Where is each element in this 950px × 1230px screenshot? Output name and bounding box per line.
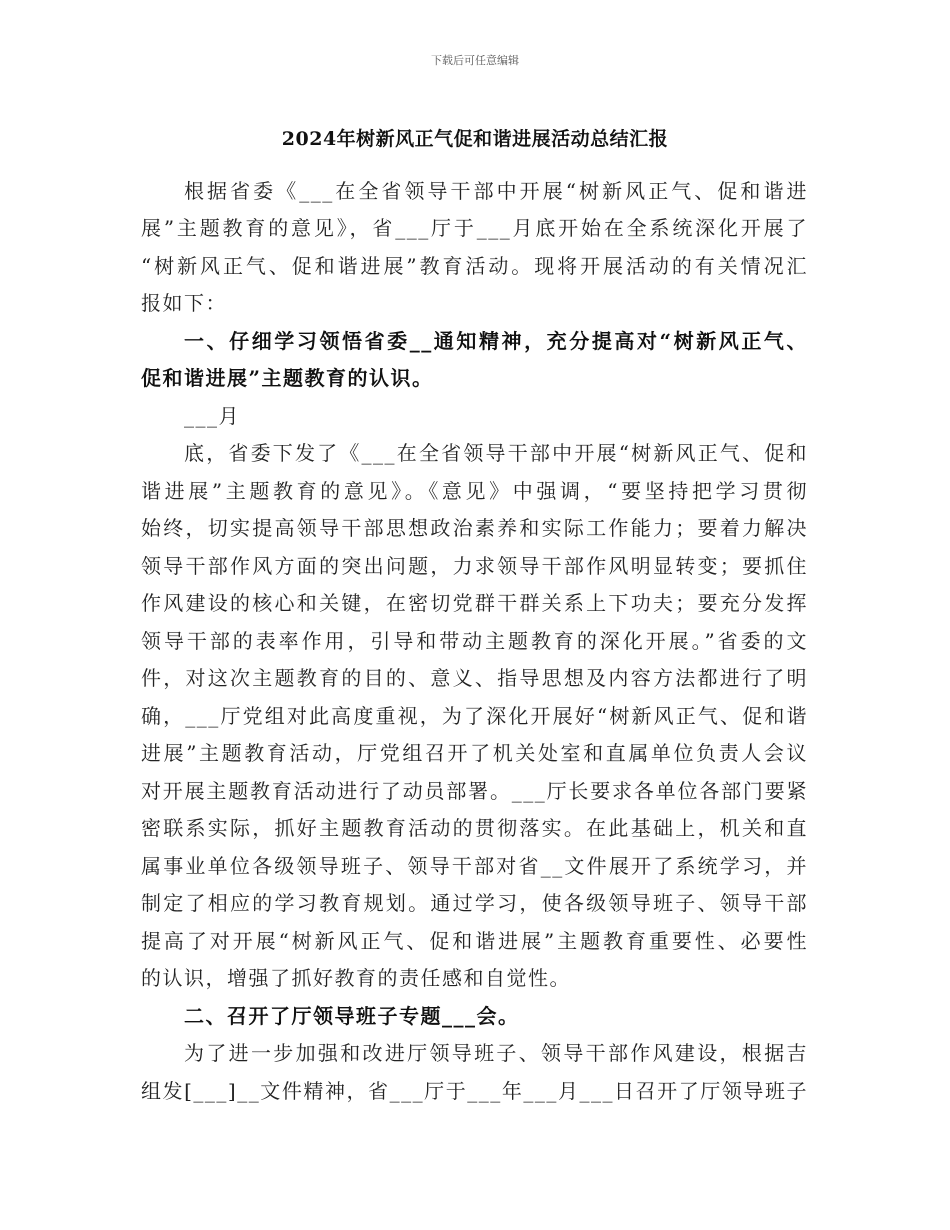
paragraph-line: 作风建设的核心和关键，在密切党群干群关系上下功夫；要充分发挥 (141, 591, 808, 615)
section-heading-2: 二、召开了厅领导班子专题___会。 (184, 1004, 520, 1028)
paragraph-line: 底，省委下发了《___在全省领导干部中开展“树新风正气、促和 (184, 441, 808, 465)
paragraph-line: 展”主题教育的意见》，省___厅于___月底开始在全系统深化开展了 (141, 216, 808, 240)
paragraph-line: 确，___厅党组对此高度重视，为了深化开展好“树新风正气、促和谐 (141, 704, 808, 728)
paragraph-line: 领导干部作风方面的突出问题，力求领导干部作风明显转变；要抓住 (141, 554, 808, 578)
paragraph-line: 制定了相应的学习教育规划。通过学习，使各级领导班子、领导干部 (141, 891, 808, 915)
section-heading-1-cont: 促和谐进展”主题教育的认识。 (141, 366, 434, 390)
document-title: 2024年树新风正气促和谐进展活动总结汇报 (281, 128, 669, 150)
paragraph-line: 件，对这次主题教育的目的、意义、指导思想及内容方法都进行了明 (141, 666, 808, 690)
paragraph-line: 始终，切实提高领导干部思想政治素养和实际工作能力；要着力解决 (141, 516, 808, 540)
paragraph-line: 进展”主题教育活动，厅党组召开了机关处室和直属单位负责人会议 (141, 741, 808, 765)
section-heading-1: 一、仔细学习领悟省委__通知精神，充分提高对“树新风正气、 (184, 329, 808, 353)
paragraph-line: 密联系实际，抓好主题教育活动的贯彻落实。在此基础上，机关和直 (141, 816, 808, 840)
paragraph-line: 谐进展”主题教育的意见》。《意见》中强调，“要坚持把学习贯彻 (141, 479, 808, 503)
paragraph-line: 领导干部的表率作用，引导和带动主题教育的深化开展。”省委的文 (141, 629, 808, 653)
paragraph-line: 的认识，增强了抓好教育的责任感和自觉性。 (141, 966, 571, 990)
paragraph-line: ___月 (184, 404, 240, 428)
paragraph-line: 报如下： (141, 291, 227, 315)
paragraph-line: 根据省委《___在全省领导干部中开展“树新风正气、促和谐进 (184, 179, 808, 203)
paragraph-line: 为了进一步加强和改进厅领导班子、领导干部作风建设，根据吉 (184, 1041, 808, 1065)
paragraph-line: “树新风正气、促和谐进展”教育活动。现将开展活动的有关情况汇 (141, 254, 808, 278)
paragraph-line: 属事业单位各级领导班子、领导干部对省__文件展开了系统学习，并 (141, 854, 808, 878)
paragraph-line: 提高了对开展“树新风正气、促和谐进展”主题教育重要性、必要性 (141, 929, 808, 953)
header-note: 下载后可任意编辑 (431, 54, 519, 67)
paragraph-line: 组发[___]__文件精神，省___厅于___年___月___日召开了厅领导班子 (141, 1079, 808, 1103)
paragraph-line: 对开展主题教育活动进行了动员部署。___厅长要求各单位各部门要紧 (141, 779, 808, 803)
